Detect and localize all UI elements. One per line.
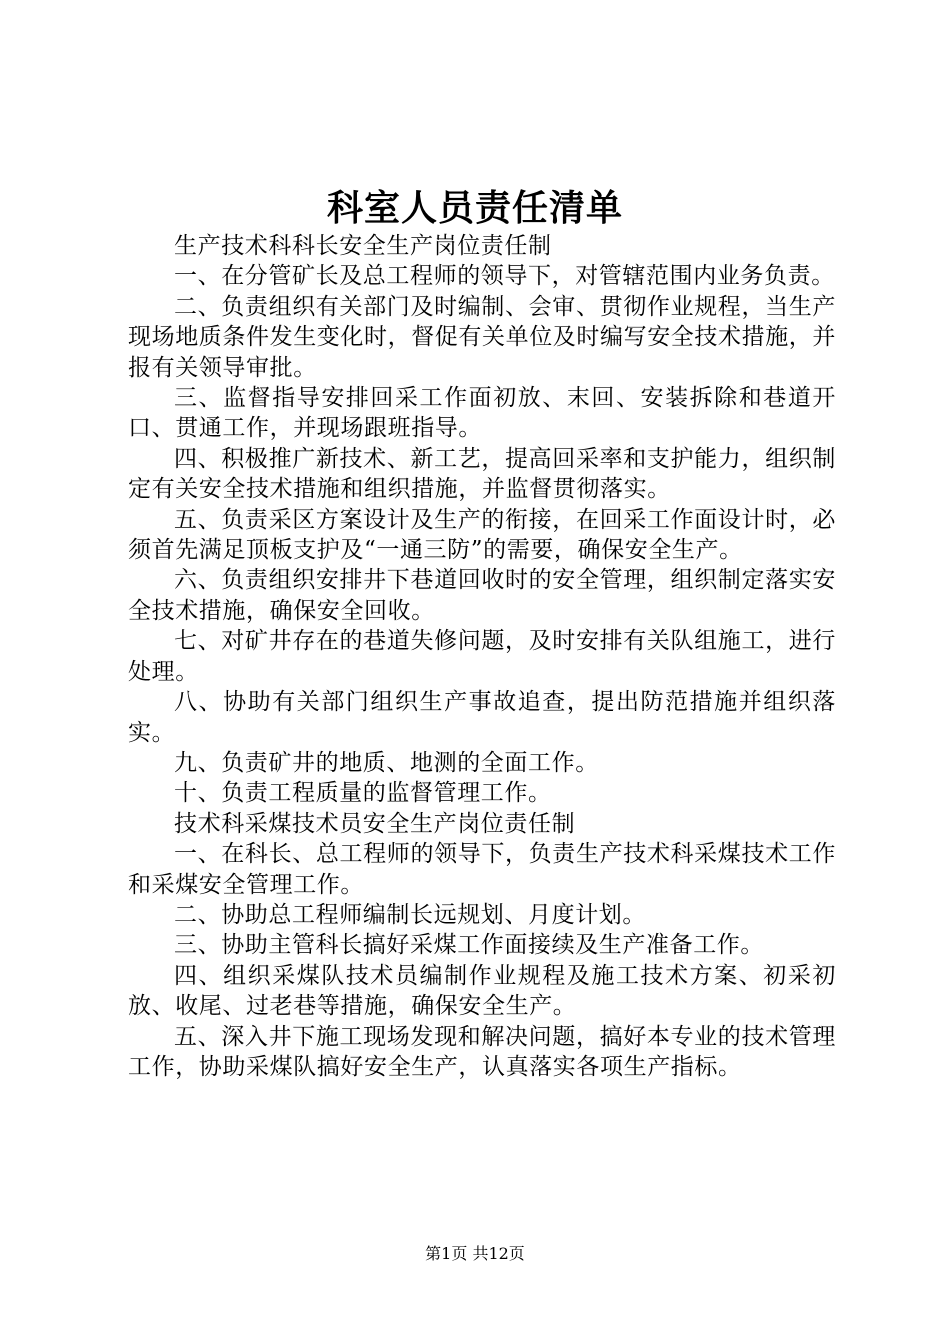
document-body (128, 231, 836, 1082)
paragraph: 九、负责矿井的地质、地测的全面工作。 (174, 749, 599, 776)
document-title: 科室人员责任清单 (326, 187, 623, 229)
paragraph: 五、负责采区方案设计及生产的衔接，在回采工作面设计时，必须首先满足顶板支护及“一通三防”的需要，确保安全生产。 (128, 506, 836, 564)
page-number-footer: 第1页 共12页 (425, 1244, 525, 1263)
paragraph: 三、监督指导安排回采工作面初放、末回、安装拆除和巷道开口、贯通工作，并现场跟班指导。 (128, 385, 836, 442)
paragraph: 三、协助主管科长搞好采煤工作面接续及生产准备工作。 (174, 932, 764, 959)
paragraph: 六、负责组织安排井下巷道回收时的安全管理，组织制定落实安全技术措施，确保安全回收。 (128, 567, 836, 624)
paragraph: 二、协助总工程师编制长远规划、月度计划。 (174, 901, 646, 928)
paragraph: 二、负责组织有关部门及时编制、会审、贯彻作业规程，当生产现场地质条件发生变化时，督促有关单位及时编写安全技术措施，并报有关领导审批。 (128, 293, 836, 381)
paragraph: 五、深入井下施工现场发现和解决问题，搞好本专业的技术管理工作，协助采煤队搞好安全生产，认真落实各项生产指标。 (128, 1023, 836, 1080)
paragraph: 四、组织采煤队技术员编制作业规程及施工技术方案、初采初放、收尾、过老巷等措施，确保安全生产。 (128, 962, 836, 1020)
paragraph: 一、在科长、总工程师的领导下，负责生产技术科采煤技术工作和采煤安全管理工作。 (128, 841, 836, 898)
paragraph: 四、积极推广新技术、新工艺，提高回采率和支护能力，组织制定有关安全技术措施和组织措施，并监督贯彻落实。 (128, 445, 836, 503)
paragraph: 七、对矿井存在的巷道失修问题，及时安排有关队组施工，进行处理。 (128, 628, 836, 685)
paragraph: 八、协助有关部门组织生产事故追查，提出防范措施并组织落实。 (128, 689, 836, 746)
section-heading: 技术科采煤技术员安全生产岗位责任制 (174, 810, 576, 837)
section-heading: 生产技术科科长安全生产岗位责任制 (174, 233, 552, 259)
paragraph: 一、在分管矿长及总工程师的领导下，对管辖范围内业务负责。 (174, 263, 835, 290)
paragraph: 十、负责工程质量的监督管理工作。 (174, 780, 552, 807)
